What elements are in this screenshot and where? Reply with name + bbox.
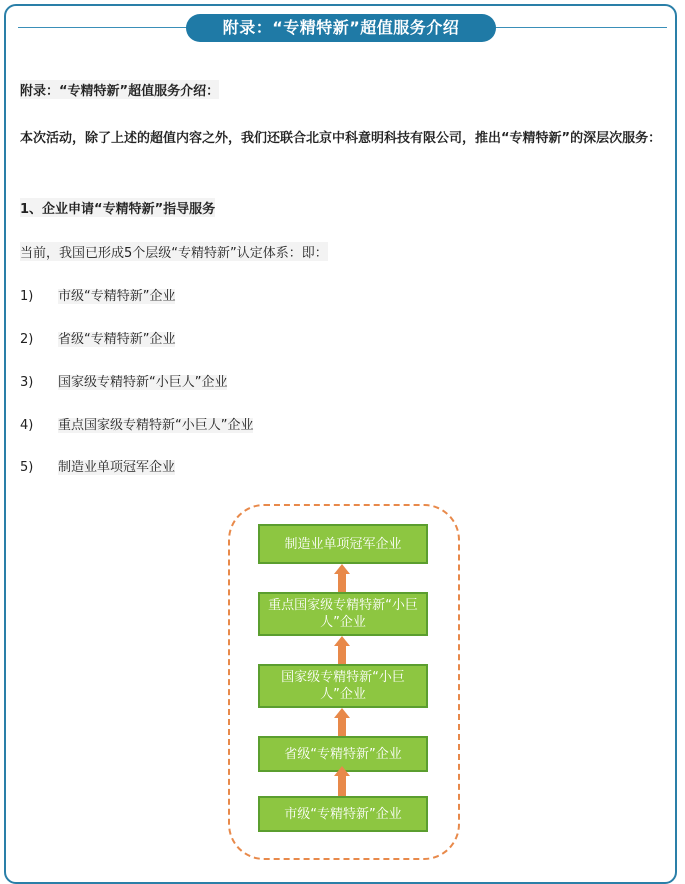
list-item-number: 3) bbox=[20, 375, 34, 390]
diagram-box-champion: 制造业单项冠军企业 bbox=[258, 524, 428, 564]
hierarchy-diagram bbox=[228, 504, 460, 860]
list-item bbox=[20, 456, 175, 475]
list-item bbox=[20, 328, 175, 347]
page-title: 附录：“专精特新”超值服务介绍 bbox=[186, 14, 496, 42]
list-item-number: 5) bbox=[20, 460, 34, 475]
diagram-box-municipal: 市级“专精特新”企业 bbox=[258, 796, 428, 832]
section-heading: 1、企业申请“专精特新”指导服务 bbox=[20, 198, 215, 217]
list-item-number: 2) bbox=[20, 332, 34, 347]
diagram-box-provincial: 省级“专精特新”企业 bbox=[258, 736, 428, 772]
diagram-box-national: 国家级专精特新“小巨人”企业 bbox=[258, 664, 428, 708]
list-item-number: 4) bbox=[20, 418, 34, 433]
section-text: 当前，我国已形成5个层级“专精特新”认定体系：即： bbox=[20, 242, 328, 261]
list-item-text: 重点国家级专精特新“小巨人”企业 bbox=[58, 418, 254, 433]
list-item-text: 制造业单项冠军企业 bbox=[58, 460, 176, 475]
list-item-text: 国家级专精特新“小巨人”企业 bbox=[58, 375, 228, 390]
diagram-box-key-national: 重点国家级专精特新“小巨人”企业 bbox=[258, 592, 428, 636]
intro-text: 本次活动，除了上述的超值内容之外，我们还联合北京中科意明科技有限公司，推出“专精特新”的深层次服务： bbox=[20, 131, 662, 146]
up-arrow-icon bbox=[334, 766, 350, 800]
list-item bbox=[20, 285, 175, 304]
list-item-text: 省级“专精特新”企业 bbox=[58, 332, 176, 347]
list-item bbox=[20, 414, 253, 433]
list-item-text: 市级“专精特新”企业 bbox=[58, 289, 176, 304]
intro-heading: 附录：“专精特新”超值服务介绍： bbox=[20, 80, 219, 99]
list-item bbox=[20, 371, 227, 390]
list-item-number: 1) bbox=[20, 289, 34, 304]
